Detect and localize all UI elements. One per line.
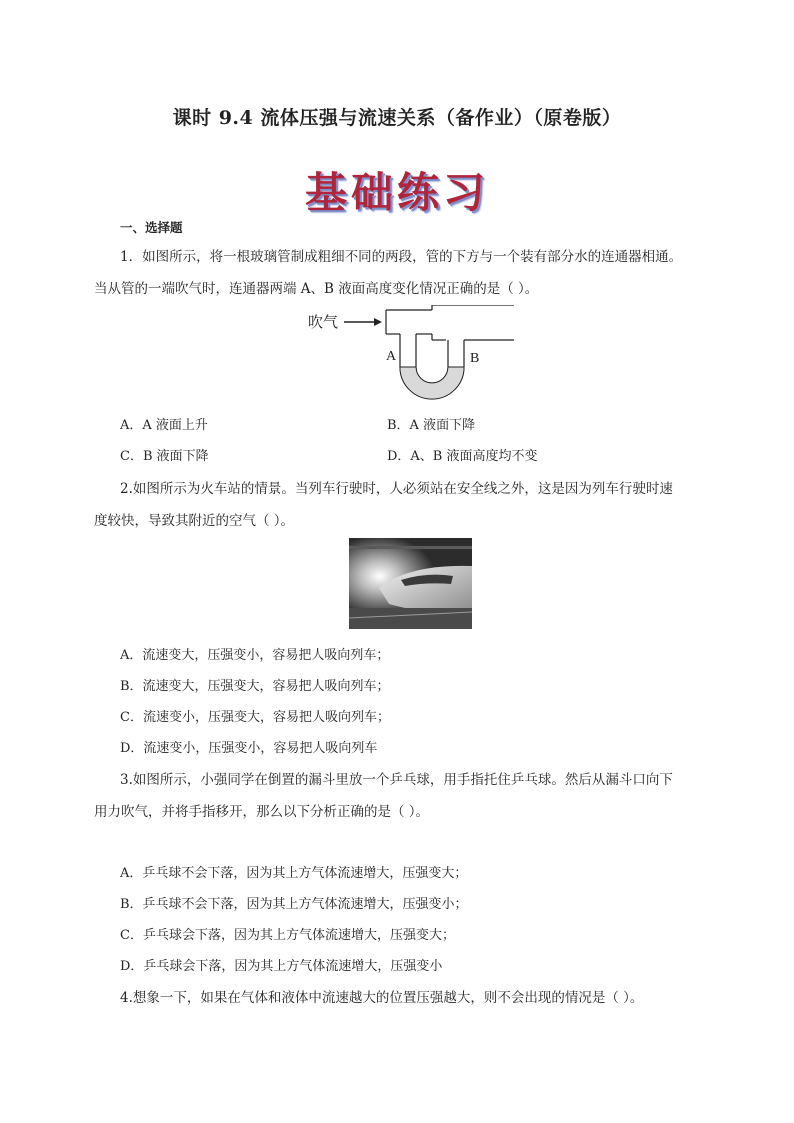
question-1-line-2: 当从管的一端吹气时，连通器两端 A、B 液面高度变化情况正确的是（ ）。 <box>94 281 539 297</box>
question-2-line-2: 度较快，导致其附近的空气（ ）。 <box>94 513 295 529</box>
arrow-head-icon <box>374 318 382 326</box>
question-2-line-1: 2.如图所示为火车站的情景。当列车行驶时，人必须站在安全线之外，这是因为列车行驶时速 <box>120 481 673 497</box>
q2-option-c: C．流速变小，压强变大，容易把人吸向列车； <box>120 710 390 725</box>
q1-option-c: C．B 液面下降 <box>120 449 209 464</box>
q3-option-a: A．乒乓球不会下落，因为其上方气体流速增大，压强变大； <box>120 866 468 881</box>
q3-option-c: C．乒乓球会下落，因为其上方气体流速增大，压强变大； <box>120 928 455 943</box>
q3-option-d: D．乒乓球会下落，因为其上方气体流速增大，压强变小 <box>120 959 443 974</box>
label-b: B <box>470 351 480 366</box>
q2-option-b: B．流速变大，压强变大，容易把人吸向列车； <box>120 679 390 694</box>
train-station-photo <box>349 538 472 629</box>
label-a: A <box>386 349 397 364</box>
q2-option-a: A．流速变大，压强变小，容易把人吸向列车； <box>120 648 390 663</box>
q3-option-b: B．乒乓球不会下落，因为其上方气体流速增大，压强变小； <box>120 897 468 912</box>
question-3-line-2: 用力吹气，并将手指移开，那么以下分析正确的是（ ）。 <box>94 804 430 820</box>
section-heading: 一、选择题 <box>120 220 183 235</box>
question-4-line-1: 4.想象一下，如果在气体和液体中流速越大的位置压强越大，则不会出现的情况是（ ）。 <box>120 990 644 1006</box>
liquid-fill <box>400 367 464 399</box>
page-title: 课时 9.4 流体压强与流速关系（备作业）（原卷版） <box>172 107 622 129</box>
u-tube-figure <box>300 305 520 405</box>
q1-option-a: A．A 液面上升 <box>120 418 208 433</box>
blow-label: 吹气 <box>308 315 339 331</box>
q1-option-b: B．A 液面下降 <box>387 418 476 433</box>
q1-option-d: D．A、B 液面高度均不变 <box>387 449 538 464</box>
question-1-line-1: 1．如图所示，将一根玻璃管制成粗细不同的两段，管的下方与一个装有部分水的连通器相通。 <box>120 249 683 265</box>
question-3-line-1: 3.如图所示，小强同学在倒置的漏斗里放一个乒乓球，用手指托住乒乓球。然后从漏斗口向下 <box>120 772 673 788</box>
section-banner: 基础练习 <box>304 168 489 217</box>
q2-option-d: D．流速变小，压强变小，容易把人吸向列车 <box>120 741 378 756</box>
